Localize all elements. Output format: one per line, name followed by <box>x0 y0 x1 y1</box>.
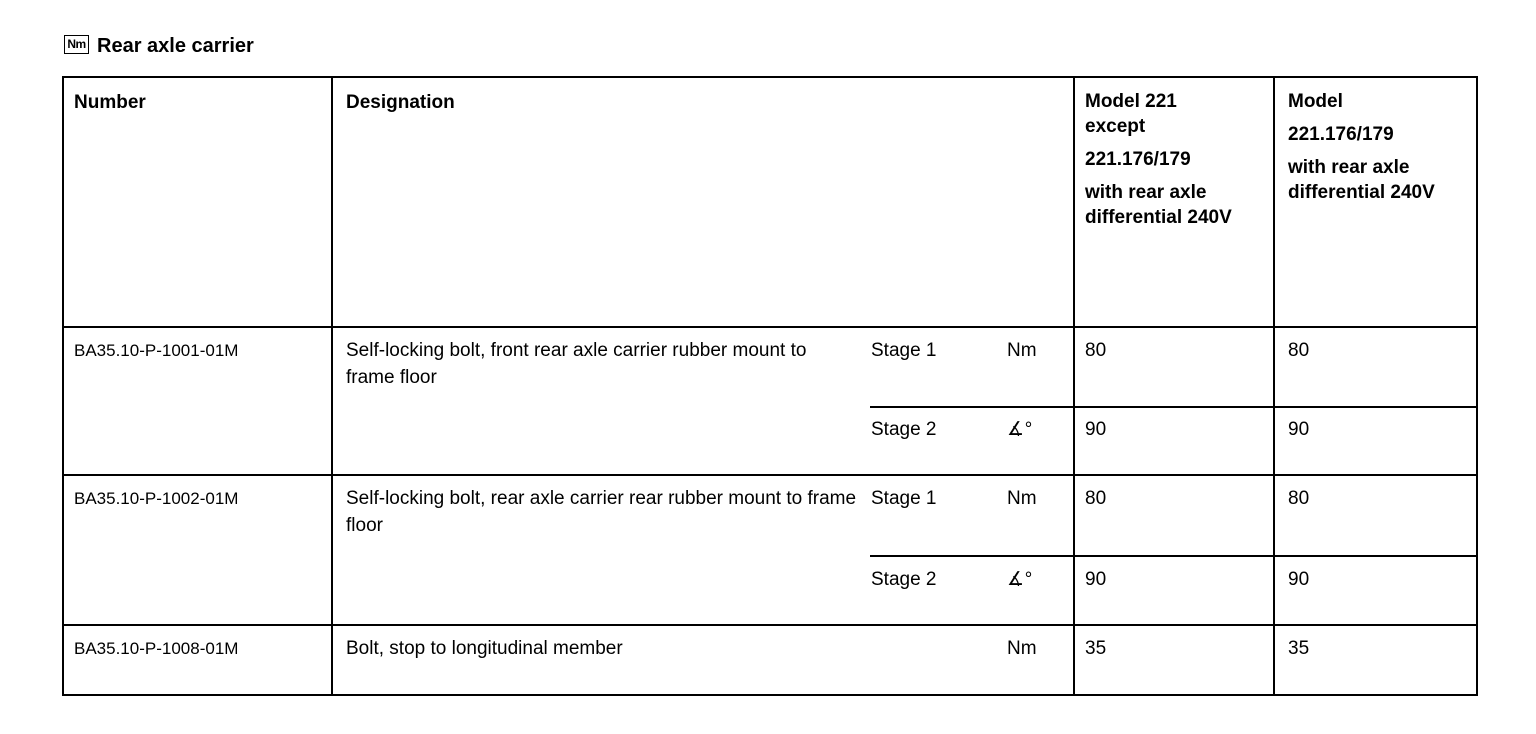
row-designation: Self-locking bolt, front rear axle carrier rubber mount to frame floor <box>346 340 807 388</box>
row-number: BA35.10-P-1002-01M <box>74 489 239 508</box>
table-border-right <box>1476 76 1478 696</box>
table-divider <box>62 624 1478 626</box>
stage-label: Stage 2 <box>871 419 937 440</box>
value-model-b: 80 <box>1288 340 1310 361</box>
header-designation: Designation <box>346 92 455 113</box>
value-model-a: 90 <box>1085 419 1107 440</box>
angle-degree-icon: ∡° <box>1007 569 1032 590</box>
stage-divider <box>870 406 1478 408</box>
section-title: Rear axle carrier <box>97 34 254 57</box>
value-model-b: 90 <box>1288 419 1310 440</box>
row-designation: Bolt, stop to longitudinal member <box>346 638 623 659</box>
angle-degree-icon: ∡° <box>1007 419 1032 440</box>
header-number: Number <box>74 92 146 113</box>
torque-nm-icon: Nm <box>64 35 89 54</box>
section-header <box>64 31 254 61</box>
unit-label: Nm <box>1007 340 1037 361</box>
stage-label: Stage 1 <box>871 488 937 509</box>
value-model-a: 35 <box>1085 638 1107 659</box>
value-model-b: 90 <box>1288 569 1310 590</box>
stage-divider <box>870 555 1478 557</box>
header-model-221-176: Model 221.176/179 with rear axle differential 240V <box>1288 91 1435 203</box>
table-border-top <box>62 76 1478 78</box>
unit-label: Nm <box>1007 638 1037 659</box>
value-model-b: 35 <box>1288 638 1310 659</box>
value-model-a: 80 <box>1085 340 1107 361</box>
row-designation: Self-locking bolt, rear axle carrier rear rubber mount to frame floor <box>346 488 857 536</box>
table-divider <box>62 474 1478 476</box>
table-divider <box>1273 76 1275 696</box>
header-model-221: Model 221 except 221.176/179 with rear axle differential 240V <box>1085 91 1232 228</box>
table-border-left <box>62 76 64 696</box>
table-divider <box>331 76 333 696</box>
row-number: BA35.10-P-1008-01M <box>74 639 239 658</box>
table-divider <box>62 326 1478 328</box>
stage-label: Stage 2 <box>871 569 937 590</box>
unit-label: Nm <box>1007 488 1037 509</box>
value-model-b: 80 <box>1288 488 1310 509</box>
row-number: BA35.10-P-1001-01M <box>74 341 239 360</box>
value-model-a: 90 <box>1085 569 1107 590</box>
stage-label: Stage 1 <box>871 340 937 361</box>
table-border-bottom <box>62 694 1478 696</box>
table-divider <box>1073 76 1075 696</box>
value-model-a: 80 <box>1085 488 1107 509</box>
